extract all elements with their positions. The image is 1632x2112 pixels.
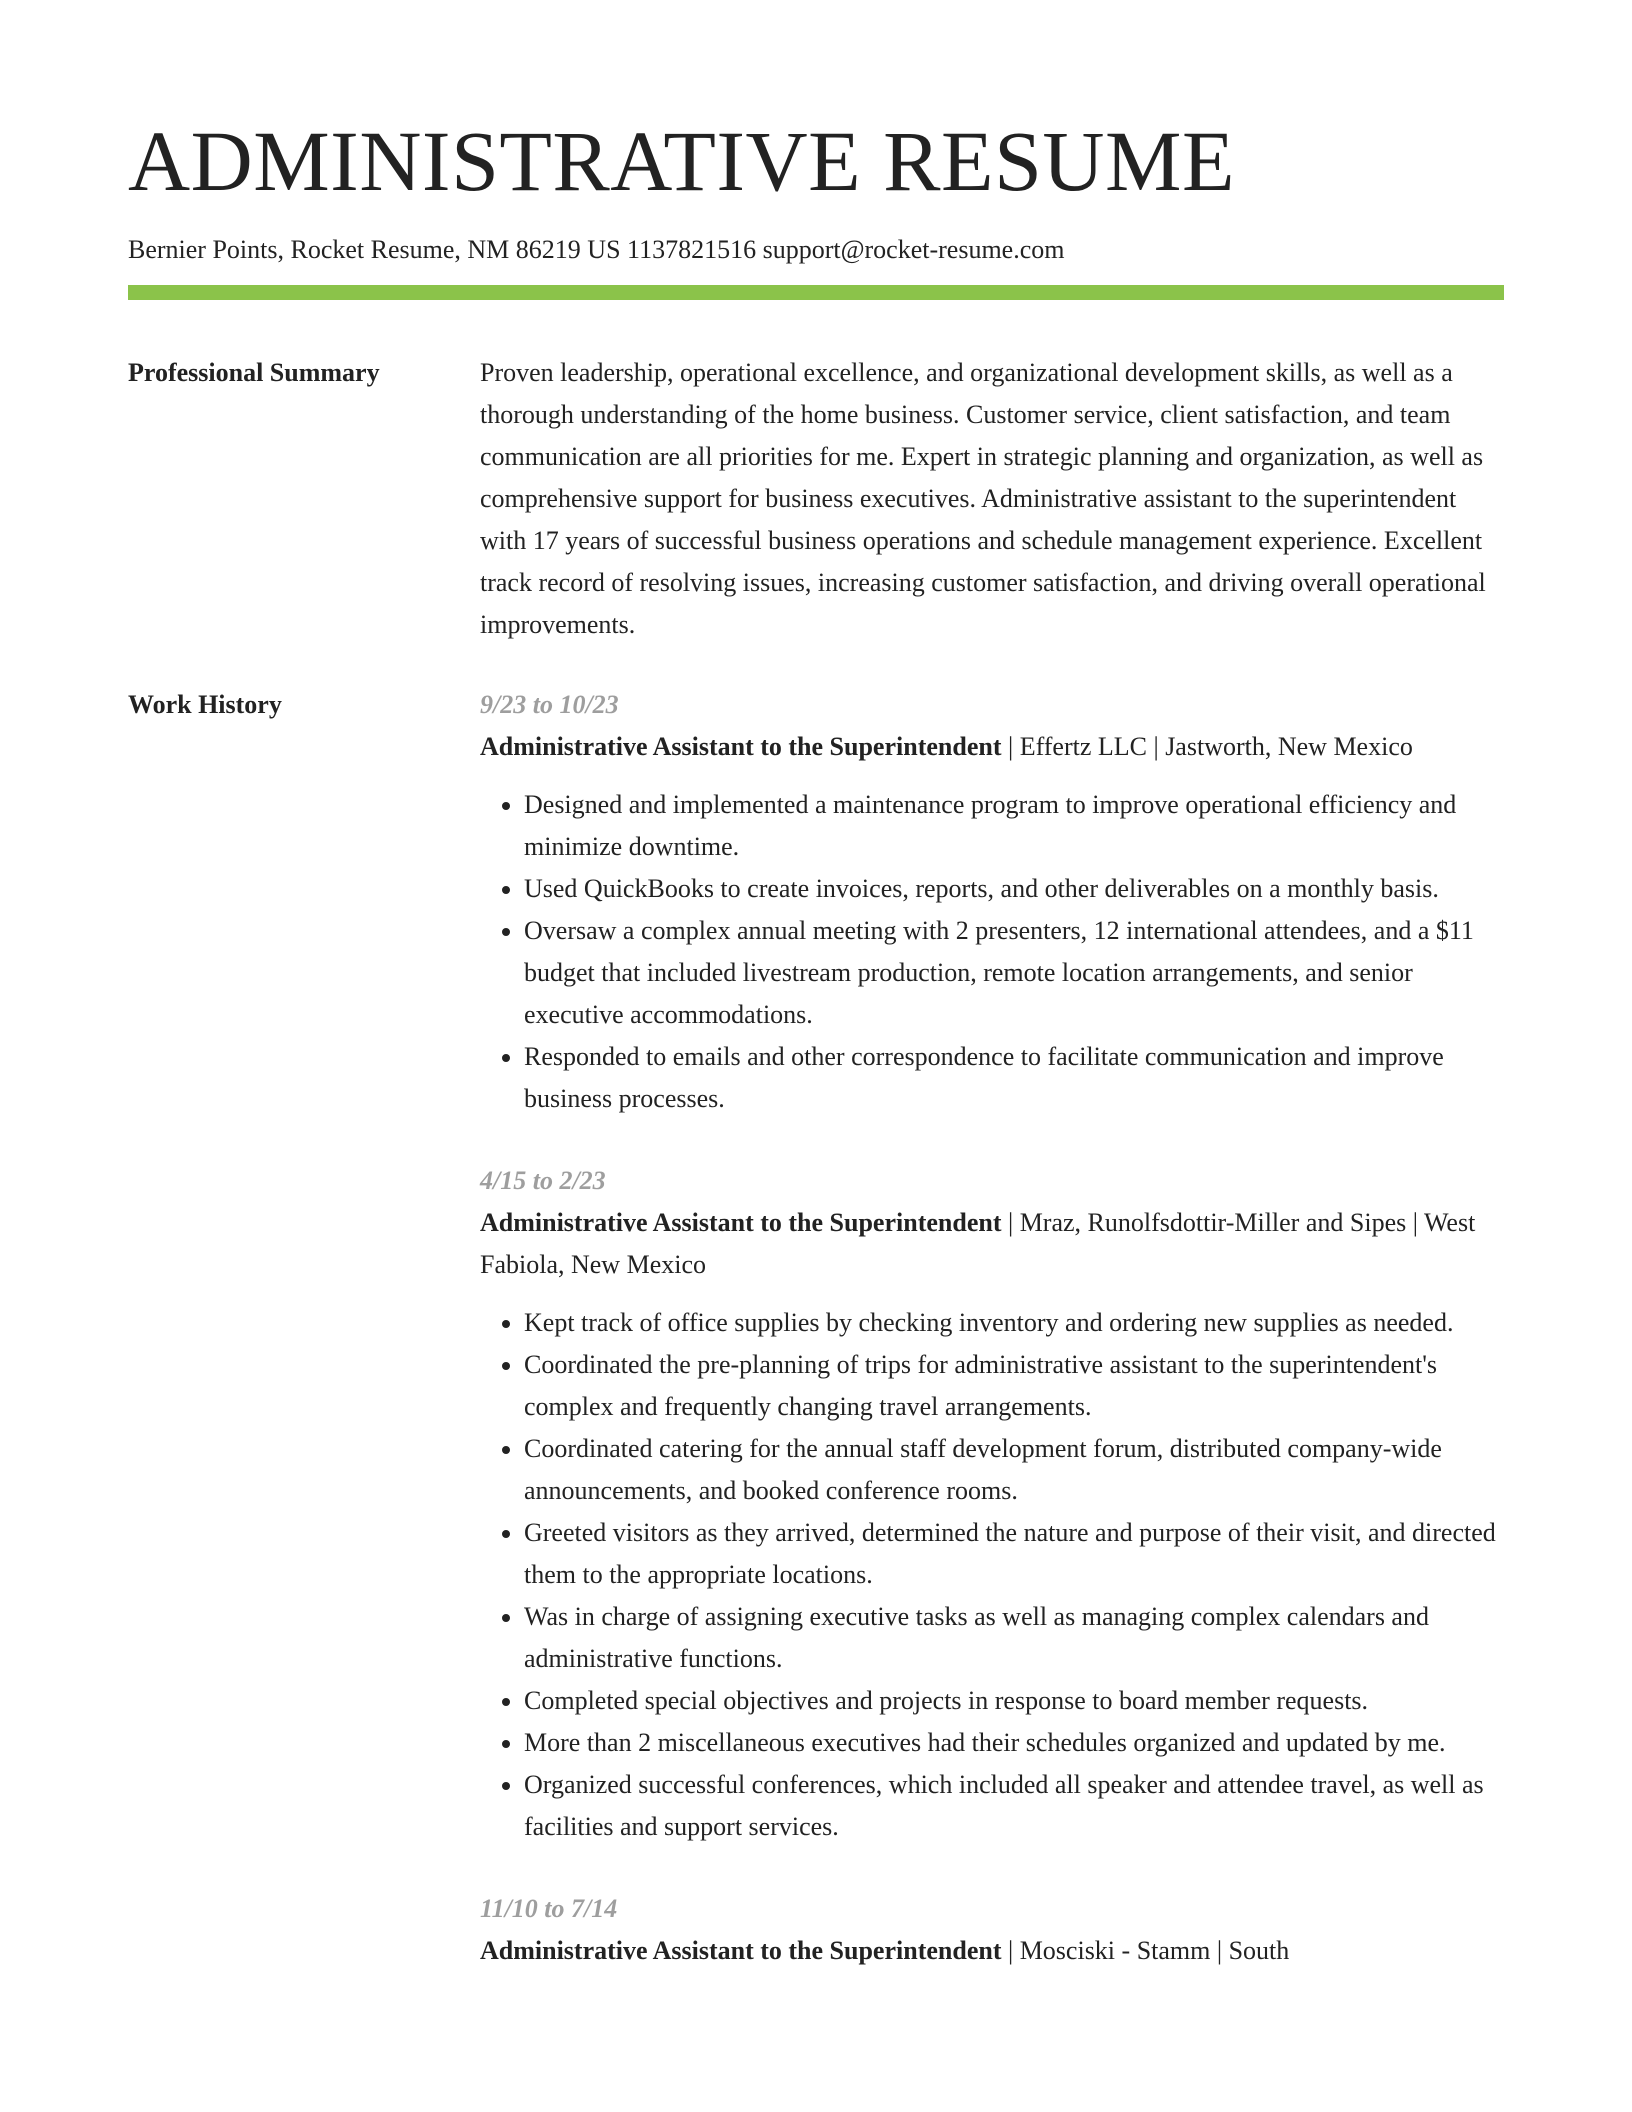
summary-body (480, 352, 1504, 646)
summary-text: Proven leadership, operational excellence, and organizational development skills, as well as a thorough understanding of the home business. Customer service, client satisfaction, and team communication are all priorities for me. Expert in strategic planning and organization, as well as comprehensive support for business executives. Administrative assistant to the superintendent with 17 years of successful business operations and schedule management experience. Excellent track record of resolving issues, increasing customer satisfaction, and driving overall operational improvements. (480, 358, 1486, 640)
job-dates: 11/10 to 7/14 (480, 1894, 618, 1924)
job-title-line (480, 1930, 1504, 1972)
job-details: | Mosciski - Stamm | South (1001, 1936, 1290, 1966)
job-bullet: • Kept track of office supplies by checking inventory and ordering new supplies as needed. (524, 1302, 1504, 1344)
work-history-body (480, 684, 1504, 2012)
contact-line (128, 234, 1504, 265)
work-history-section (128, 684, 1504, 2012)
job-bullet: • Designed and implemented a maintenance program to improve operational efficiency and minimize downtime. (524, 784, 1504, 868)
header-divider (128, 285, 1504, 300)
job-dates: 9/23 to 10/23 (480, 690, 619, 720)
job-bullet-list (480, 784, 1504, 1120)
job-role: Administrative Assistant to the Superintendent (480, 1936, 1002, 1966)
job-title-line (480, 1202, 1504, 1286)
job-bullet: • More than 2 miscellaneous executives had their schedules organized and updated by me. (524, 1722, 1504, 1764)
job-bullet-list (480, 1302, 1504, 1848)
job-entry (480, 1888, 1504, 1972)
job-role: Administrative Assistant to the Superintendent (480, 1208, 1002, 1238)
job-title-line (480, 726, 1504, 768)
job-entry (480, 1160, 1504, 1848)
summary-heading: Professional Summary (128, 358, 380, 388)
job-bullet: • Was in charge of assigning executive tasks as well as managing complex calendars and administrative functions. (524, 1596, 1504, 1680)
contact-address: Bernier Points, Rocket Resume, NM 86219 US (128, 235, 621, 264)
summary-section (128, 352, 1504, 646)
work-history-heading: Work History (128, 690, 282, 720)
contact-email: support@rocket-resume.com (762, 235, 1065, 264)
job-bullet: • Coordinated catering for the annual staff development forum, distributed company-wide announcements, and booked conference rooms. (524, 1428, 1504, 1512)
job-bullet: • Completed special objectives and projects in response to board member requests. (524, 1680, 1504, 1722)
job-entry (480, 684, 1504, 1120)
job-bullet: • Oversaw a complex annual meeting with 2 presenters, 12 international attendees, and a $11 budget that included livestream production, remote location arrangements, and senior executive accommodations. (524, 910, 1504, 1036)
job-details: | Mraz, Runolfsdottir-Miller and Sipes | West Fabiola, New Mexico (480, 1208, 1476, 1280)
job-bullet: • Coordinated the pre-planning of trips for administrative assistant to the superintendent's complex and frequently changing travel arrangements. (524, 1344, 1504, 1428)
job-dates: 4/15 to 2/23 (480, 1166, 606, 1196)
job-bullet: • Responded to emails and other correspondence to facilitate communication and improve business processes. (524, 1036, 1504, 1120)
job-bullet: • Used QuickBooks to create invoices, reports, and other deliverables on a monthly basis. (524, 868, 1504, 910)
job-bullet: • Greeted visitors as they arrived, determined the nature and purpose of their visit, and directed them to the appropriate locations. (524, 1512, 1504, 1596)
contact-phone: 1137821516 (627, 235, 757, 264)
job-details: | Effertz LLC | Jastworth, New Mexico (1001, 732, 1413, 762)
resume-title: ADMINISTRATIVE RESUME (128, 113, 1235, 209)
job-bullet: • Organized successful conferences, which included all speaker and attendee travel, as well as facilities and support services. (524, 1764, 1504, 1848)
job-role: Administrative Assistant to the Superintendent (480, 732, 1002, 762)
